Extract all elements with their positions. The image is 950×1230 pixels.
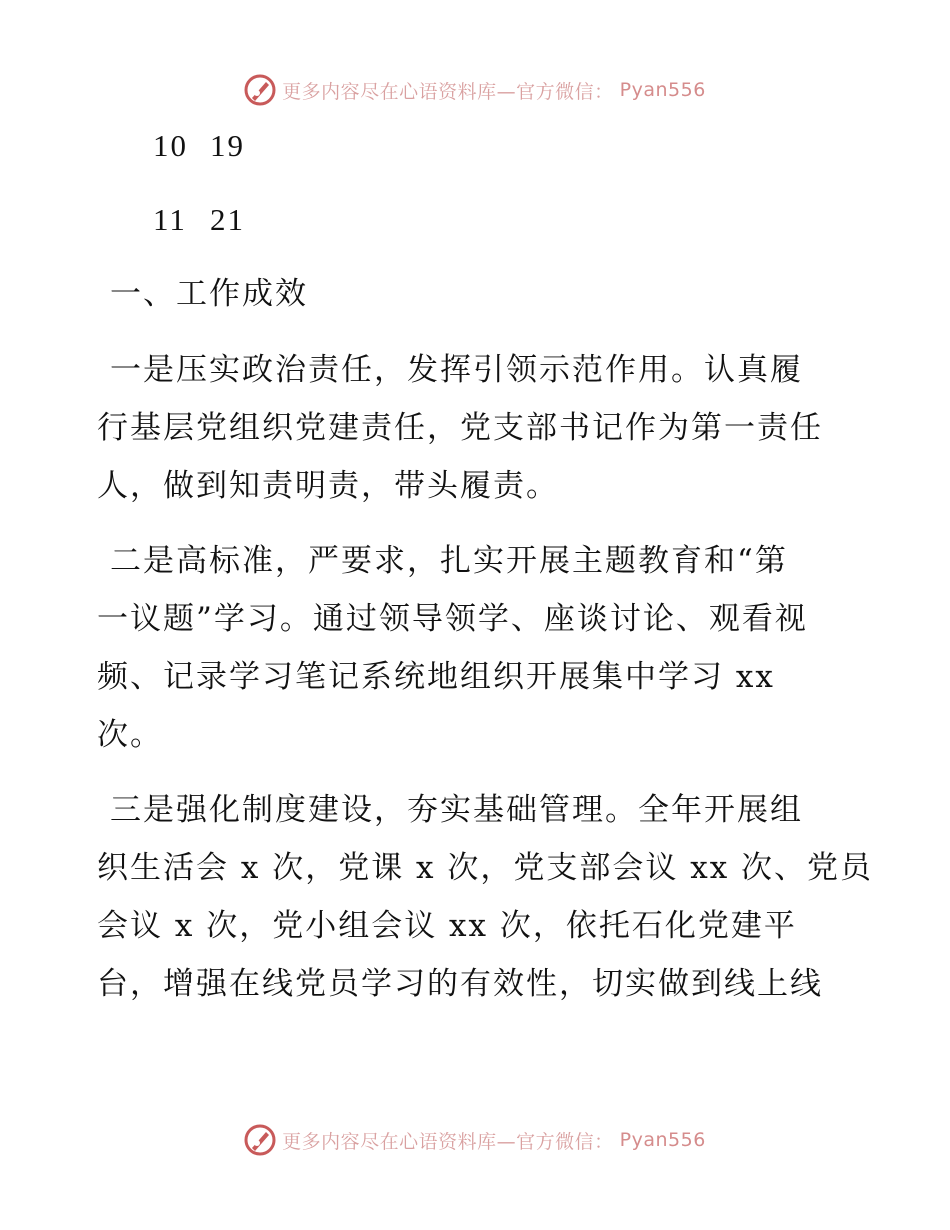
paragraph-line: 二是高标准，严要求，扎实开展主题教育和“第: [110, 543, 788, 579]
paragraph-line: 台，增强在线党员学习的有效性，切实做到线上线: [97, 966, 823, 1002]
watermark-text: 更多内容尽在心语资料库—官方微信：: [282, 1130, 614, 1153]
watermark-id: Pyan556: [619, 79, 706, 101]
list-item-page: 19: [210, 128, 245, 163]
list-item-page: 21: [210, 202, 245, 237]
watermark-id: Pyan556: [619, 1129, 706, 1151]
paragraph-line: 人，做到知责明责，带头履责。: [97, 468, 559, 504]
paragraph-line: 三是强化制度建设，夯实基础管理。全年开展组: [110, 792, 803, 828]
pen-logo-icon: [244, 74, 276, 106]
section-heading: 一、工作成效: [110, 276, 308, 312]
paragraph-line: 织生活会 x 次，党课 x 次，党支部会议 xx 次、党员: [97, 850, 874, 886]
watermark-header: [0, 70, 950, 110]
paragraph-line: 次。: [97, 717, 163, 753]
paragraph-line: 一议题”学习。通过领导领学、座谈讨论、观看视: [97, 601, 808, 637]
paragraph-line: 会议 x 次，党小组会议 xx 次，依托石化党建平: [97, 908, 797, 944]
paragraph-line: 一是压实政治责任，发挥引领示范作用。认真履: [110, 352, 803, 388]
watermark-footer: [0, 1120, 950, 1160]
pen-logo-icon: [244, 1124, 276, 1156]
watermark-text: 更多内容尽在心语资料库—官方微信：: [282, 80, 614, 103]
list-item-index: 10: [153, 128, 188, 163]
paragraph-line: 频、记录学习笔记系统地组织开展集中学习 xx: [97, 659, 775, 695]
paragraph-line: 行基层党组织党建责任，党支部书记作为第一责任: [97, 410, 823, 446]
list-item-index: 11: [153, 202, 187, 237]
